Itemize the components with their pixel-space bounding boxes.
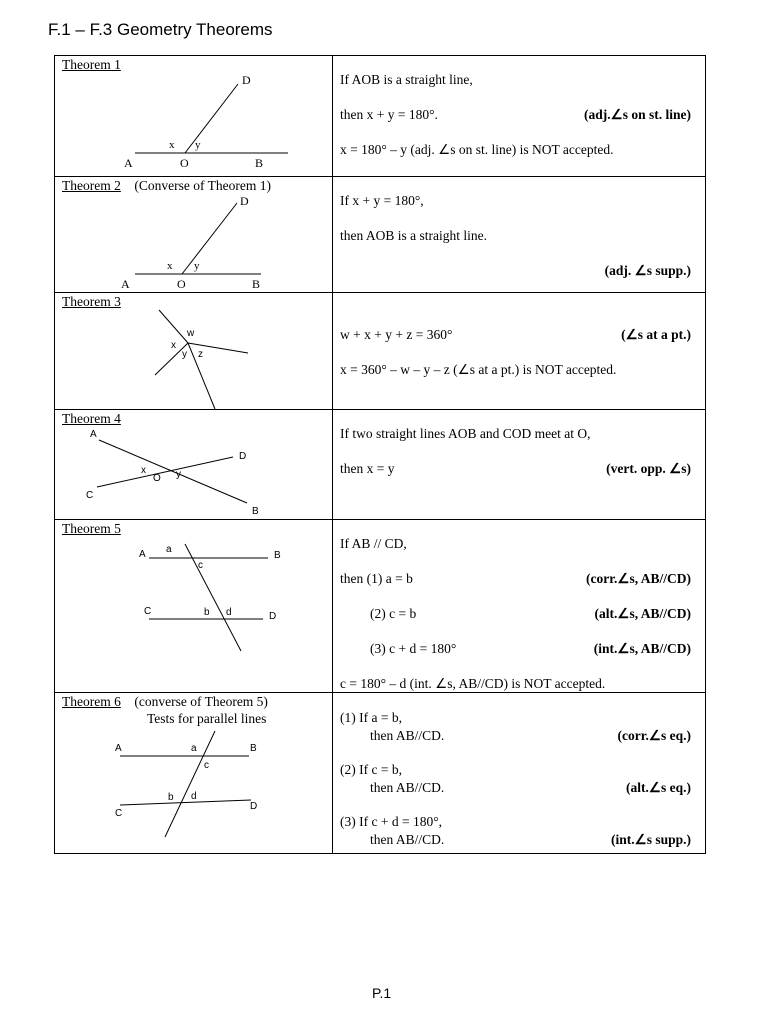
statement-line: (2) If c = b, [340, 762, 402, 777]
theorem-row [55, 177, 706, 293]
label-D: D [269, 611, 277, 622]
theorem-figure-cell [55, 293, 333, 410]
theorem-row [55, 410, 706, 520]
label-d: d [191, 791, 197, 802]
theorem-statement-cell [333, 293, 706, 410]
line-COD [97, 457, 233, 487]
line-CD [120, 800, 251, 805]
label-C: C [86, 490, 94, 501]
label-A: A [115, 743, 122, 754]
statement-line: (2) c = b (alt.∠s, AB//CD) [370, 606, 691, 621]
statement-line: then AB//CD. (alt.∠s eq.) [370, 780, 691, 795]
converse-straight-line-figure [55, 177, 333, 292]
label-B: B [252, 277, 261, 291]
theorem-figure-cell [55, 693, 333, 854]
statement-line: If x + y = 180°, [340, 193, 424, 208]
transversal [165, 731, 215, 837]
statement-line: If AB // CD, [340, 536, 407, 551]
theorem-note: (converse of Theorem 5) [134, 694, 268, 709]
reason-label: (adj. ∠s supp.) [604, 263, 691, 278]
statement-line: then AB//CD. (corr.∠s eq.) [370, 728, 691, 743]
label-B: B [274, 550, 281, 561]
page-title: F.1 – F.3 Geometry Theorems [48, 20, 273, 39]
theorem-figure-cell [55, 410, 333, 520]
label-b: b [204, 607, 210, 618]
page-number: P.1 [372, 985, 392, 1001]
theorem-heading: Theorem 6 [62, 694, 121, 709]
theorem-note: (Converse of Theorem 1) [134, 178, 271, 193]
label-a: a [191, 743, 197, 754]
theorem-figure-cell [55, 177, 333, 293]
theorem-statement-cell [333, 177, 706, 293]
theorem-row [55, 56, 706, 177]
theorem-heading: Theorem 1 [62, 57, 121, 72]
transversal [185, 544, 241, 651]
angles-at-point-figure [55, 293, 333, 409]
label-y: y [176, 469, 181, 480]
ray-OD [182, 203, 237, 274]
reason-label: (alt.∠s, AB//CD) [594, 606, 691, 621]
label-A: A [90, 429, 97, 440]
label-B: B [252, 506, 259, 517]
label-x: x [167, 260, 173, 272]
line-AOB [99, 440, 247, 503]
reason-label: (int.∠s, AB//CD) [593, 641, 691, 656]
statement-line: (1) If a = b, [340, 710, 402, 725]
label-a: a [166, 544, 172, 555]
theorems-table [54, 55, 706, 854]
label-D: D [240, 194, 249, 208]
theorem-statement-cell [333, 520, 706, 693]
theorem-row [55, 520, 706, 693]
reason-label: (corr.∠s, AB//CD) [586, 571, 691, 586]
ray-2 [188, 343, 248, 353]
statement-line: then (1) a = b (corr.∠s, AB//CD) [340, 571, 691, 586]
label-b: b [168, 792, 174, 803]
label-O: O [153, 473, 161, 484]
reason-label: (corr.∠s eq.) [617, 728, 691, 743]
statement-line: c = 180° – d (int. ∠s, AB//CD) is NOT accepted. [340, 676, 606, 691]
label-A: A [124, 156, 133, 170]
label-A: A [121, 277, 130, 291]
theorem-figure-cell [55, 520, 333, 693]
statement-line: If two straight lines AOB and COD meet at O, [340, 426, 591, 441]
statement-line: (3) If c + d = 180°, [340, 814, 442, 829]
theorem-heading: Theorem 2 [62, 178, 121, 193]
straight-line-figure [55, 56, 333, 176]
ray-1 [159, 310, 188, 343]
statement-line: then AOB is a straight line. [340, 228, 487, 243]
theorem-subnote: Tests for parallel lines [147, 711, 267, 726]
statement-line: x = 180° – y (adj. ∠s on st. line) is NOT accepted. [340, 142, 614, 157]
label-D: D [239, 451, 247, 462]
label-y: y [194, 260, 200, 272]
statement-line: If AOB is a straight line, [340, 72, 473, 87]
label-y: y [195, 139, 201, 151]
label-x: x [171, 340, 176, 351]
theorem-heading: Theorem 3 [62, 294, 121, 309]
label-B: B [255, 156, 264, 170]
theorem-row [55, 293, 706, 410]
theorem-statement-cell [333, 693, 706, 854]
label-O: O [177, 277, 186, 291]
label-z: z [198, 349, 203, 360]
label-O: O [180, 156, 189, 170]
parallel-lines-figure [55, 520, 333, 692]
reason-label: (∠s at a pt.) [621, 327, 691, 342]
label-c: c [204, 760, 209, 771]
ray-OD [185, 84, 238, 153]
label-D: D [250, 801, 258, 812]
reason-label: (adj.∠s on st. line) [584, 107, 691, 122]
label-c: c [198, 560, 203, 571]
theorem-figure-cell [55, 56, 333, 177]
label-y: y [182, 349, 187, 360]
label-x: x [169, 139, 175, 151]
statement-line: w + x + y + z = 360° (∠s at a pt.) [340, 327, 691, 342]
label-x: x [141, 465, 146, 476]
statement-line: then x + y = 180°. (adj.∠s on st. line) [340, 107, 691, 122]
theorem-heading: Theorem 5 [62, 521, 121, 536]
vertically-opposite-angles-figure [55, 410, 333, 519]
theorem-heading: Theorem 4 [62, 411, 121, 426]
theorem-statement-cell [333, 410, 706, 520]
label-A: A [139, 549, 146, 560]
statement-line: then x = y (vert. opp. ∠s) [340, 461, 691, 476]
label-d: d [226, 607, 232, 618]
reason-label: (int.∠s supp.) [610, 832, 691, 847]
label-D: D [242, 73, 251, 87]
reason-label: (vert. opp. ∠s) [606, 461, 691, 476]
label-C: C [144, 606, 152, 617]
theorem-statement-cell [333, 56, 706, 177]
reason-label: (alt.∠s eq.) [626, 780, 691, 795]
label-C: C [115, 808, 123, 819]
theorem-row [55, 693, 706, 854]
label-B: B [250, 743, 257, 754]
statement-line: (3) c + d = 180° (int.∠s, AB//CD) [370, 641, 691, 656]
statement-line: then AB//CD. (int.∠s supp.) [370, 832, 691, 847]
label-w: w [187, 328, 195, 339]
statement-line: x = 360° – w – y – z (∠s at a pt.) is NOT accepted. [340, 362, 617, 377]
parallel-lines-test-figure [55, 693, 333, 853]
